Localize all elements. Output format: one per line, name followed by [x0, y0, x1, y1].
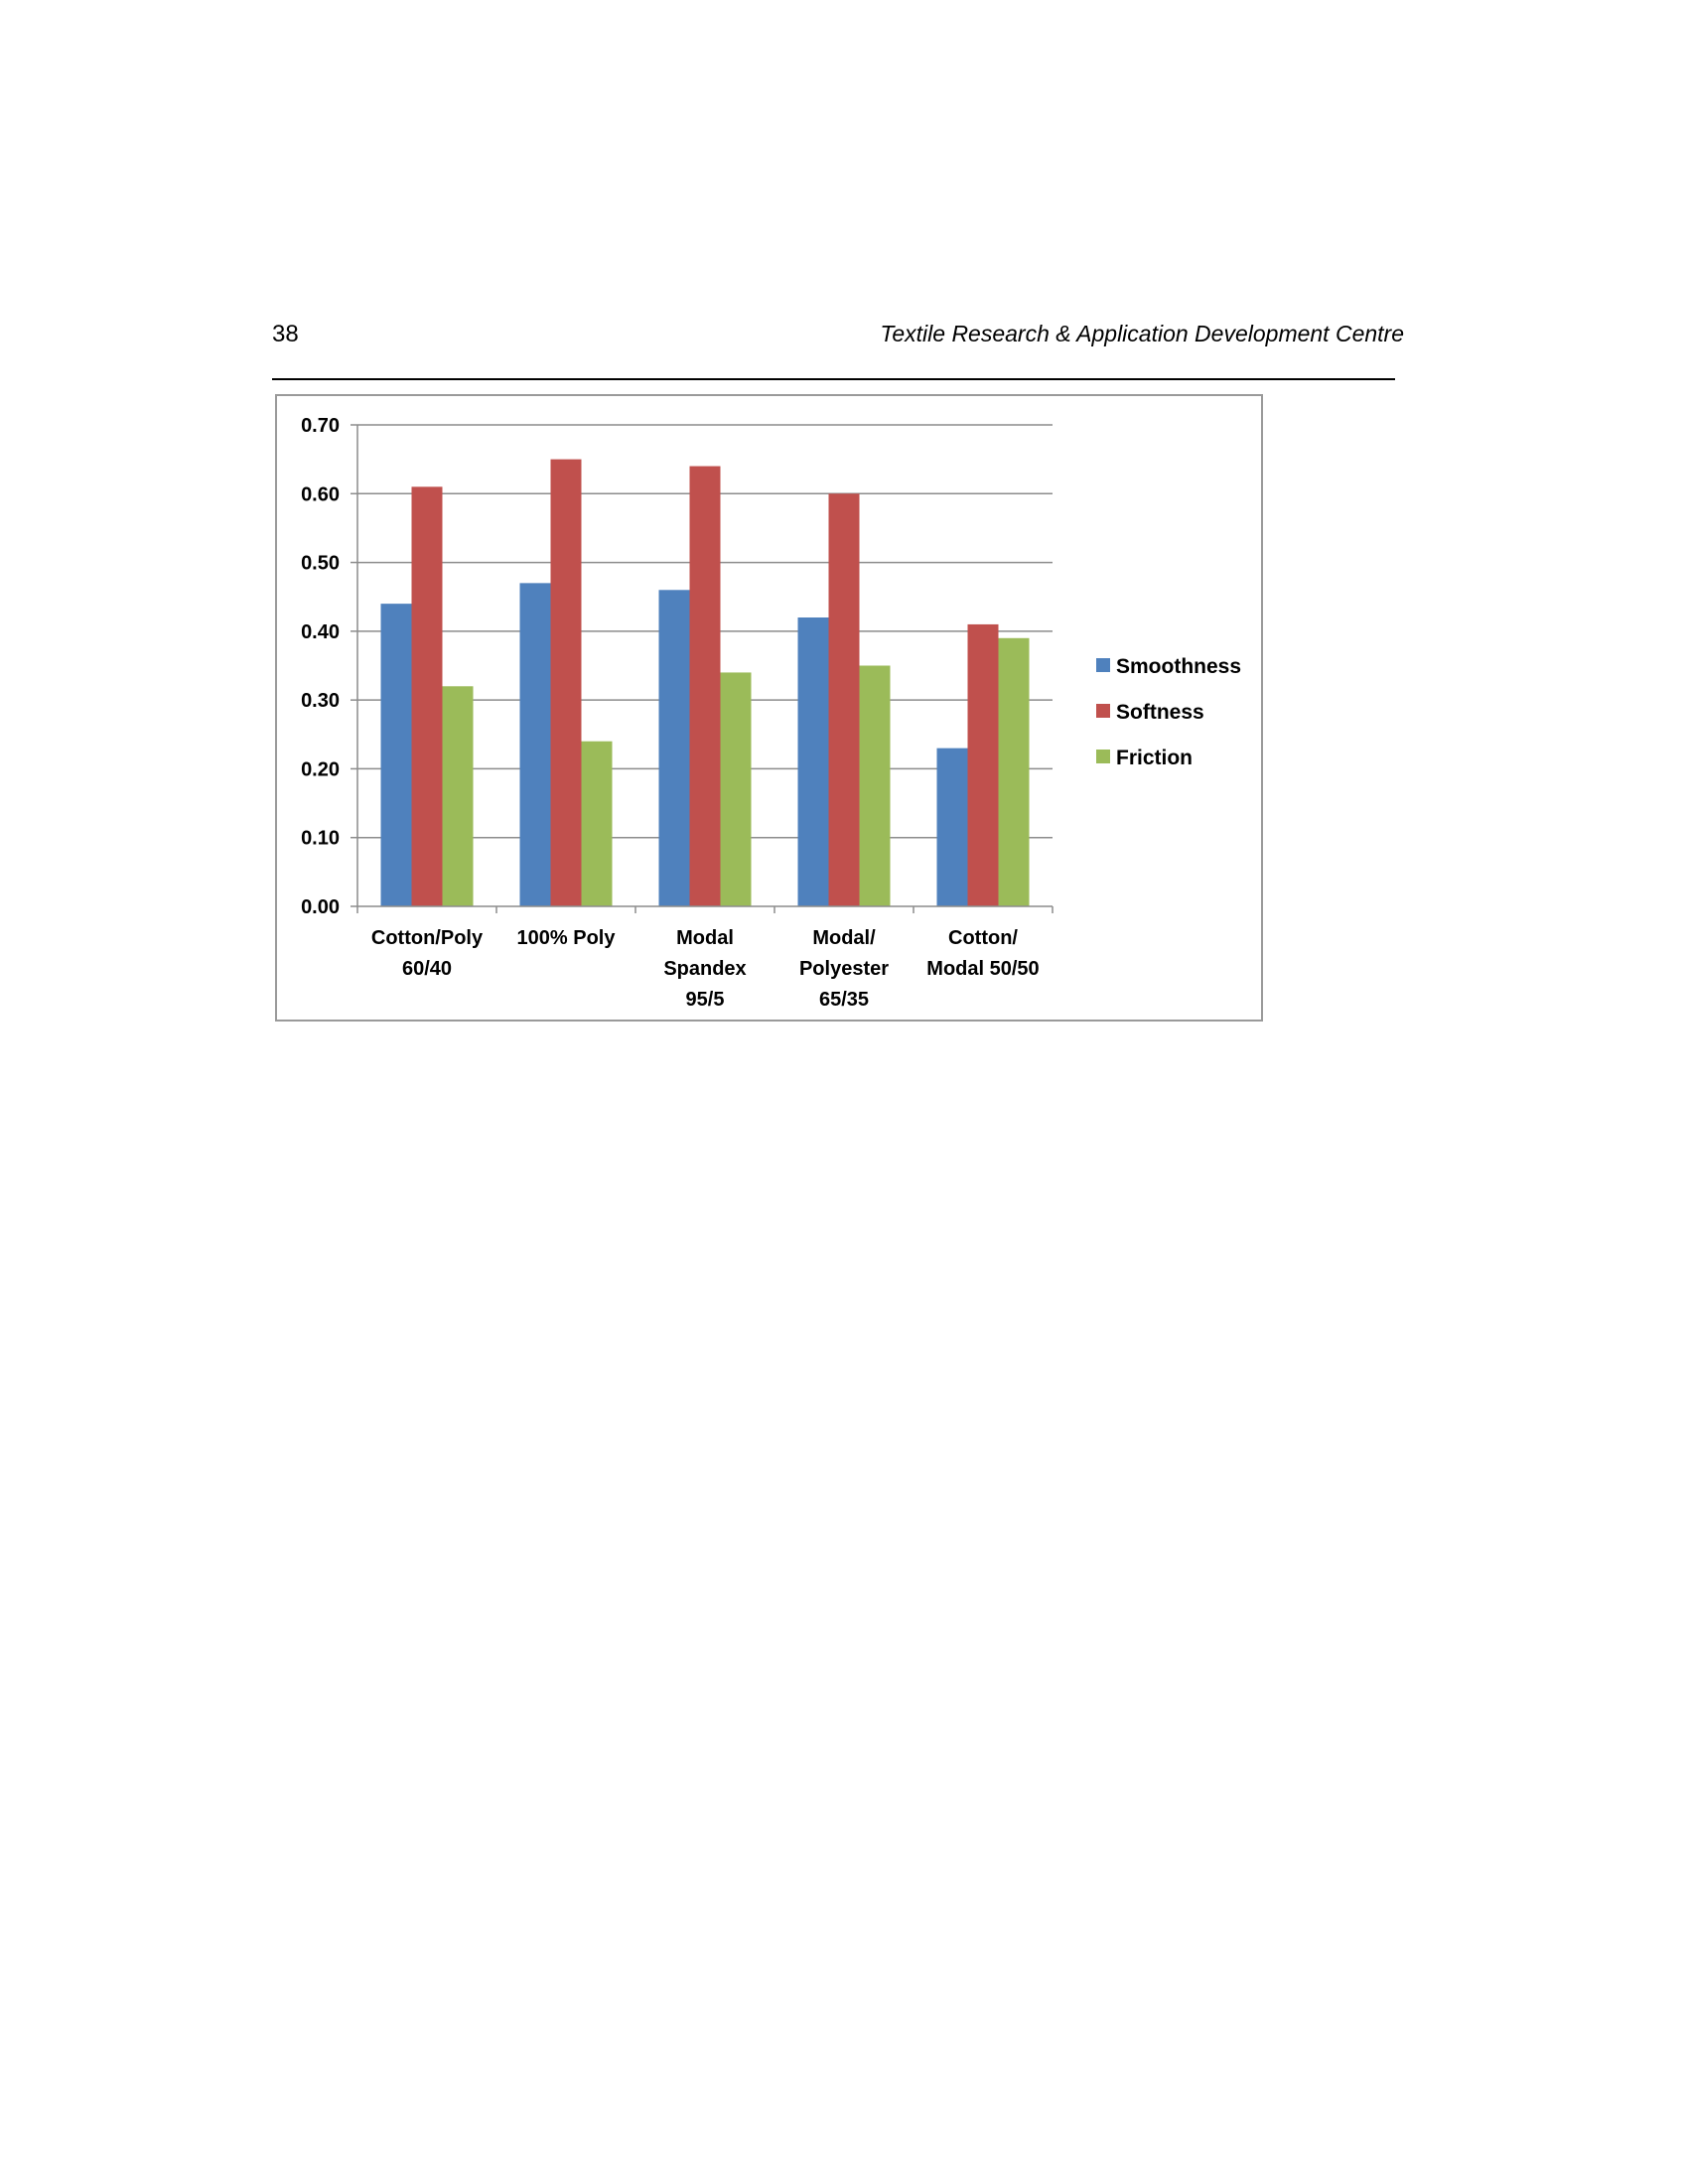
bar-softness: [412, 486, 443, 906]
bar-smoothness: [798, 617, 829, 906]
legend-swatch-softness: [1096, 704, 1110, 718]
legend-swatch-friction: [1096, 750, 1110, 763]
legend-label-smoothness: Smoothness: [1116, 655, 1242, 678]
bar-smoothness: [937, 749, 968, 906]
category-label: Modal Spandex 95/5: [663, 927, 747, 1011]
bar-smoothness: [659, 590, 690, 906]
running-header: Textile Research & Application Development Centre: [880, 321, 1404, 346]
y-tick-label: 0.60: [301, 483, 340, 506]
legend-label-friction: Friction: [1116, 747, 1193, 769]
bar-softness: [551, 460, 582, 906]
bars: [381, 460, 1030, 906]
bar-friction: [860, 666, 891, 907]
header-rule: [272, 378, 1395, 380]
category-labels: [371, 927, 1040, 1011]
bar-friction: [582, 742, 613, 906]
bar-chart: [277, 396, 1265, 1024]
y-tick-label: 0.30: [301, 690, 340, 713]
bar-friction: [999, 638, 1030, 906]
y-tick-labels: [301, 415, 340, 918]
bar-smoothness: [381, 604, 412, 906]
category-label: Cotton/ Modal 50/50: [926, 927, 1040, 980]
y-tick-label: 0.00: [301, 896, 340, 918]
bar-softness: [829, 493, 860, 906]
bar-friction: [721, 672, 752, 906]
chart-frame: [275, 394, 1263, 1022]
y-tick-label: 0.20: [301, 758, 340, 781]
category-label: Cotton/Poly 60/40: [370, 927, 484, 980]
bar-friction: [443, 686, 474, 906]
page-number: 38: [272, 321, 299, 347]
bar-softness: [690, 467, 721, 906]
category-label: Modal/ Polyester 65/35: [798, 927, 890, 1011]
legend-swatch-smoothness: [1096, 658, 1110, 672]
y-tick-label: 0.50: [301, 552, 340, 575]
legend-label-softness: Softness: [1116, 701, 1204, 724]
bar-smoothness: [520, 583, 551, 906]
y-tick-label: 0.40: [301, 620, 340, 643]
legend: [1096, 655, 1241, 769]
y-tick-label: 0.10: [301, 827, 340, 850]
y-tick-label: 0.70: [301, 415, 340, 437]
category-label: 100% Poly: [516, 927, 616, 949]
bar-softness: [968, 624, 999, 906]
